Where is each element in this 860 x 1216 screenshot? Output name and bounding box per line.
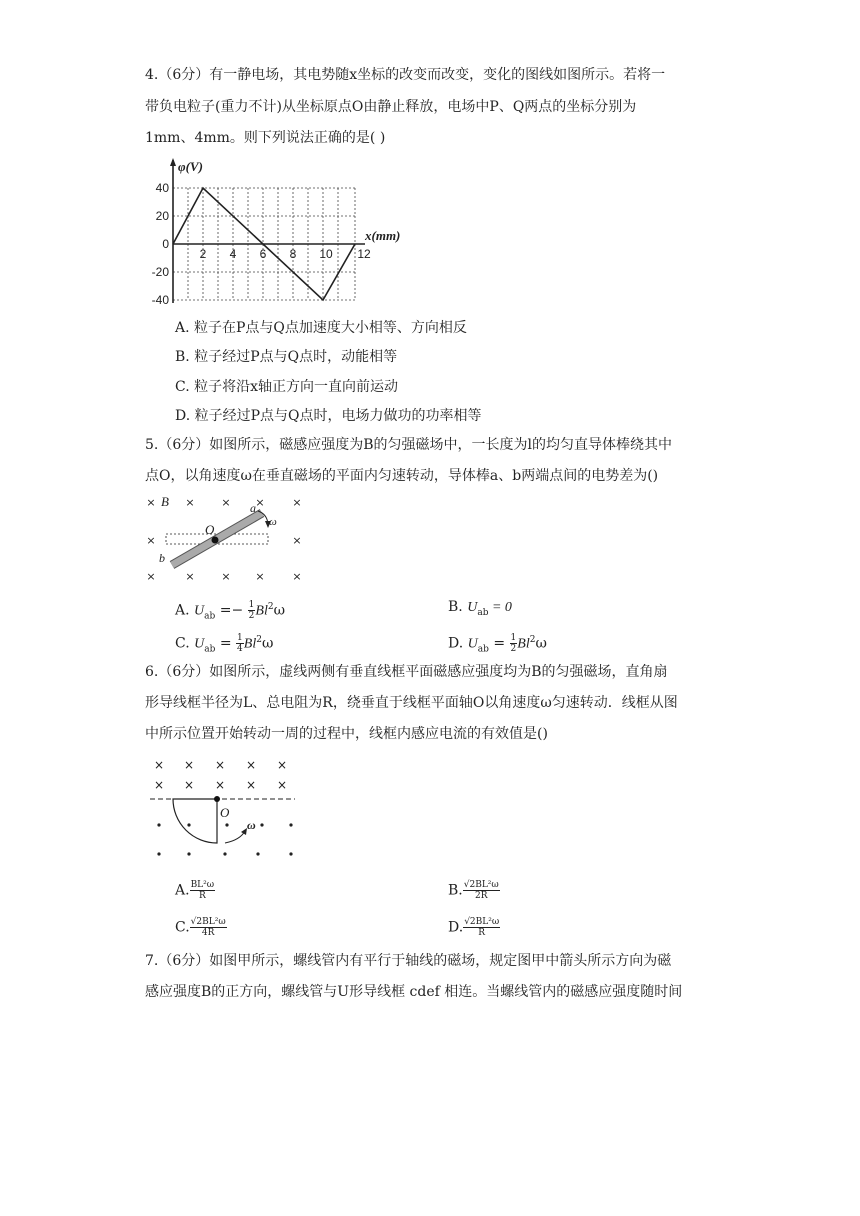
svg-text:×: ×	[183, 778, 195, 792]
q4-option-d[interactable]: D. 粒子经过P点与Q点时，电场力做功的功率相等	[175, 408, 482, 424]
q6-option-c[interactable]: C. $\frac{\text{√2BL²ω}}{4R}$	[175, 917, 226, 938]
q5-option-d[interactable]: D. $U_{ab}$ = $\frac{1}{2}$ Bl$^2$ω	[448, 633, 547, 655]
svg-text:×: ×	[221, 496, 231, 509]
svg-text:×: ×	[255, 496, 265, 509]
svg-text:×: ×	[214, 758, 226, 772]
svg-text:×: ×	[276, 758, 288, 772]
svg-text:×: ×	[214, 778, 226, 792]
q7-stem-line1: 7.（6分）如图甲所示，螺线管内有平行于轴线的磁场，规定图甲中箭头所示方向为磁	[145, 953, 672, 969]
q4-ytick: -20	[151, 265, 169, 279]
q4-ytick: -40	[151, 293, 169, 307]
q4-stem-line3: 1mm、4mm。则下列说法正确的是( )	[145, 130, 386, 146]
svg-text:×: ×	[221, 570, 231, 583]
q7-stem-line2: 感应强度B的正方向，螺线管与U形导线框 cdef 相连。当螺线管内的磁感应强度随时间	[145, 984, 683, 1000]
q5-rotating-rod-figure	[142, 492, 312, 584]
q4-potential-graph	[140, 155, 430, 310]
q5-option-b[interactable]: B. $U_{ab} = 0$	[448, 599, 512, 618]
q4-xtick: 12	[357, 247, 371, 261]
q6-label-omega: ω	[247, 818, 256, 832]
q5-option-a[interactable]: A. $U_{ab}$ =− $\frac{1}{2}$ Bl$^2$ω	[175, 600, 285, 622]
q6-option-b[interactable]: B. $\frac{\text{√2BL²ω}}{2R}$	[448, 880, 499, 901]
q6-sector-loop-figure	[145, 755, 305, 863]
q4-option-c[interactable]: C. 粒子将沿x轴正方向一直向前运动	[175, 379, 399, 395]
q5-stem-line1: 5.（6分）如图所示，磁感应强度为B的匀强磁场中，一长度为l的均匀直导体棒绕其中	[145, 437, 673, 453]
q4-graph-xlabel: x(mm)	[365, 228, 401, 243]
q5-label-a: a	[250, 501, 256, 515]
q4-xtick: 10	[319, 247, 333, 261]
q4-ytick: 0	[162, 237, 169, 251]
q5-stem-line2: 点O，以角速度ω在垂直磁场的平面内匀速转动，导体棒a、b两端点间的电势差为()	[145, 468, 659, 484]
q5-option-c[interactable]: C. $U_{ab}$ = $\frac{1}{4}$ Bl$^2$ω	[175, 633, 274, 655]
q5-label-b-end: b	[159, 551, 165, 565]
q4-xtick: 6	[259, 247, 267, 261]
svg-text:×: ×	[245, 758, 257, 772]
svg-text:×: ×	[153, 758, 165, 772]
q6-stem-line3: 中所示位置开始转动一周的过程中，线框内感应电流的有效值是()	[145, 726, 548, 742]
svg-text:×: ×	[146, 570, 156, 583]
svg-text:×: ×	[146, 534, 156, 547]
q4-stem-line2: 带负电粒子(重力不计)从坐标原点O由静止释放，电场中P、Q两点的坐标分别为	[145, 99, 637, 115]
svg-text:×: ×	[183, 758, 195, 772]
q6-stem-line2: 形导线框半径为L、总电阻为R，绕垂直于线框平面轴O以角速度ω匀速转动．线框从图	[145, 695, 678, 711]
q4-graph-ylabel: φ(V)	[178, 159, 203, 174]
svg-text:×: ×	[292, 496, 302, 509]
q4-xtick: 4	[229, 247, 237, 261]
q4-xtick: 8	[289, 247, 297, 261]
svg-text:×: ×	[255, 570, 265, 583]
svg-text:×: ×	[185, 570, 195, 583]
q6-stem-line1: 6.（6分）如图所示，虚线两侧有垂直线框平面磁感应强度均为B的匀强磁场，直角扇	[145, 664, 668, 680]
q5-label-omega: ω	[269, 516, 277, 528]
q6-option-a[interactable]: A. $\frac{\text{BL²ω}}{R}$	[175, 880, 215, 901]
svg-text:×: ×	[245, 778, 257, 792]
q4-stem-line1: 4.（6分）有一静电场，其电势随x坐标的改变而改变，变化的图线如图所示。若将一	[145, 67, 666, 83]
q4-option-a[interactable]: A. 粒子在P点与Q点加速度大小相等、方向相反	[175, 320, 467, 336]
q4-option-b[interactable]: B. 粒子经过P点与Q点时，动能相等	[175, 349, 398, 365]
q6-label-o: O	[220, 805, 230, 820]
q5-label-b-field: B	[161, 494, 169, 509]
svg-text:×: ×	[153, 778, 165, 792]
svg-text:×: ×	[146, 496, 156, 509]
q5-label-o: O	[205, 522, 215, 537]
q4-ytick: 20	[155, 209, 169, 223]
svg-text:×: ×	[292, 570, 302, 583]
q6-option-d[interactable]: D. $\frac{\text{√2BL²ω}}{R}$	[448, 917, 500, 938]
q4-ytick: 40	[155, 181, 169, 195]
svg-text:×: ×	[185, 496, 195, 509]
svg-text:×: ×	[276, 778, 288, 792]
svg-text:×: ×	[292, 534, 302, 547]
q4-xtick: 2	[199, 247, 207, 261]
